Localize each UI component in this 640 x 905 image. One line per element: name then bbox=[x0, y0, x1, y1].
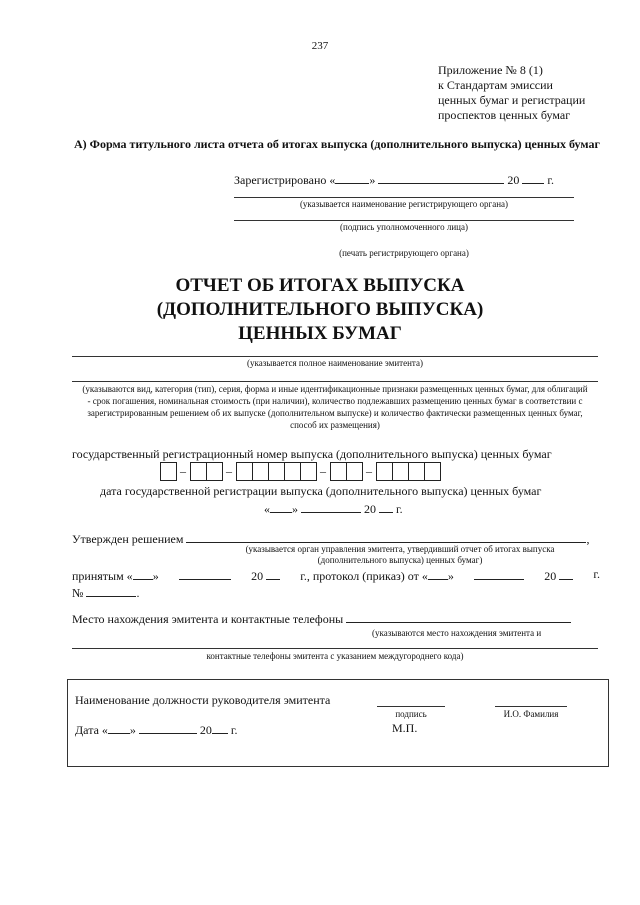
state-reg-year-field[interactable] bbox=[379, 500, 393, 513]
reg-box-12[interactable] bbox=[392, 462, 409, 481]
protocol-year-prefix: 20 bbox=[544, 569, 557, 583]
state-reg-date-close: » bbox=[292, 502, 298, 516]
reg-dash: – bbox=[180, 464, 186, 478]
protocol-number-line bbox=[72, 584, 139, 601]
issuer-name-hint: (указывается полное наименование эмитента) bbox=[247, 358, 423, 368]
adopted-date bbox=[72, 567, 159, 584]
registered-year-suffix: г. bbox=[547, 173, 554, 187]
state-reg-number-label: государственный регистрационный номер выпуска (дополнительного выпуска) ценных бумаг bbox=[72, 447, 552, 461]
protocol-number-field[interactable] bbox=[86, 584, 136, 597]
signature-caption: подпись bbox=[395, 709, 427, 719]
protocol-year-field[interactable] bbox=[559, 567, 573, 580]
appendix-line-2: к Стандартам эмиссии bbox=[438, 78, 553, 92]
issuer-name-line[interactable] bbox=[72, 356, 598, 357]
reg-box-4[interactable] bbox=[236, 462, 253, 481]
registered-line bbox=[234, 171, 554, 188]
reg-box-2[interactable] bbox=[190, 462, 207, 481]
reg-dash: – bbox=[226, 464, 232, 478]
title-line-3: ЦЕННЫХ БУМАГ bbox=[238, 323, 402, 344]
protocol-number-label: № bbox=[72, 586, 84, 600]
sign-year-prefix: 20 bbox=[199, 723, 212, 737]
sign-year-field[interactable] bbox=[212, 721, 228, 734]
adopted-day-field[interactable] bbox=[133, 567, 153, 580]
state-reg-month-field[interactable] bbox=[301, 500, 361, 513]
registered-label: Зарегистрировано « bbox=[234, 173, 336, 187]
reg-box-3[interactable] bbox=[206, 462, 223, 481]
name-caption: И.О. Фамилия bbox=[503, 709, 559, 719]
protocol-close: » bbox=[447, 569, 454, 583]
adopted-month-field[interactable] bbox=[179, 567, 231, 580]
approved-hint-2: (дополнительного выпуска) ценных бумаг) bbox=[317, 555, 483, 565]
location-hint-2: контактные телефоны эмитента с указанием междугороднего кода) bbox=[206, 651, 464, 661]
registered-year-field[interactable] bbox=[522, 171, 544, 184]
registered-year-prefix: 20 bbox=[507, 173, 520, 187]
signature-hint: (подпись уполномоченного лица) bbox=[340, 222, 468, 232]
phones-line[interactable] bbox=[72, 648, 598, 649]
sign-month-field[interactable] bbox=[139, 721, 197, 734]
location-hint-1: (указываются место нахождения эмитента и bbox=[372, 628, 542, 638]
state-reg-date-line bbox=[264, 500, 403, 517]
protocol-year bbox=[544, 567, 573, 584]
sign-year-suffix: г. bbox=[230, 723, 238, 737]
protocol-number-end: . bbox=[136, 586, 140, 600]
adopted-year-field[interactable] bbox=[266, 567, 280, 580]
protocol-year-suffix: г. bbox=[593, 567, 600, 581]
adopted-year bbox=[251, 567, 280, 584]
adopted-year-prefix: 20 bbox=[251, 569, 264, 583]
approved-comma: , bbox=[586, 532, 590, 546]
authority-hint: (указывается наименование регистрирующего органа) bbox=[299, 199, 509, 209]
reg-box-7[interactable] bbox=[284, 462, 301, 481]
head-title-label: Наименование должности руководителя эмитента bbox=[75, 693, 331, 707]
report-title bbox=[0, 274, 640, 346]
adopted-label: принятым « bbox=[72, 569, 133, 583]
approved-body-field[interactable] bbox=[186, 530, 586, 543]
state-reg-date-label: дата государственной регистрации выпуска (дополнительного выпуска) ценных бумаг bbox=[100, 484, 542, 498]
sign-date-close: » bbox=[129, 723, 136, 737]
appendix-reference bbox=[438, 63, 585, 123]
stamp-label: М.П. bbox=[392, 721, 418, 735]
protocol-date bbox=[300, 567, 454, 584]
reg-box-9[interactable] bbox=[330, 462, 347, 481]
page-number: 237 bbox=[311, 40, 329, 52]
sign-date-label: Дата « bbox=[75, 723, 108, 737]
registered-day-field[interactable] bbox=[335, 171, 369, 184]
location-field[interactable] bbox=[346, 610, 571, 623]
reg-dash: – bbox=[366, 464, 372, 478]
title-line-1: ОТЧЕТ ОБ ИТОГАХ ВЫПУСКА bbox=[175, 275, 465, 296]
signature-line[interactable] bbox=[234, 220, 574, 221]
state-reg-number-boxes[interactable] bbox=[160, 462, 440, 481]
reg-box-13[interactable] bbox=[408, 462, 425, 481]
reg-box-1[interactable] bbox=[160, 462, 177, 481]
registered-day-close: » bbox=[369, 173, 376, 187]
registered-month-field[interactable] bbox=[378, 171, 504, 184]
reg-box-6[interactable] bbox=[268, 462, 285, 481]
reg-dash: – bbox=[320, 464, 326, 478]
approved-hint-1: (указывается орган управления эмитента, утвердивший отчет об итогах выпуска bbox=[245, 544, 555, 554]
protocol-month-field[interactable] bbox=[474, 567, 524, 580]
appendix-line-3: ценных бумаг и регистрации bbox=[438, 93, 586, 107]
reg-box-10[interactable] bbox=[346, 462, 363, 481]
seal-hint: (печать регистрирующего органа) bbox=[339, 248, 469, 258]
appendix-line-4: проспектов ценных бумаг bbox=[438, 108, 571, 122]
protocol-day-field[interactable] bbox=[428, 567, 448, 580]
location-line bbox=[72, 610, 571, 627]
reg-box-5[interactable] bbox=[252, 462, 269, 481]
securities-line[interactable] bbox=[72, 381, 598, 382]
securities-hint: (указываются вид, категория (тип), серия, форма и иные идентификационные признаки размещенных ценных бумаг, для облигаций - срок погашения, номинальная стоимость (при наличии), количество подлежавших размещению ценных бумаг в соответствии с зарегистрированным решением об их выпуске (дополнительном выпуске) и количество фактически размещенных ценных бумаг, способ их размещения) bbox=[82, 384, 588, 430]
sign-date-line bbox=[75, 721, 238, 738]
location-label: Место нахождения эмитента и контактные телефоны bbox=[72, 612, 344, 626]
state-reg-date-open: « bbox=[264, 502, 270, 516]
head-name-line[interactable] bbox=[495, 706, 567, 707]
approved-label: Утвержден решением bbox=[72, 532, 184, 546]
authority-line[interactable] bbox=[234, 197, 574, 198]
adopted-line bbox=[72, 567, 600, 584]
head-signature-line[interactable] bbox=[377, 706, 445, 707]
protocol-label: г., протокол (приказ) от « bbox=[300, 569, 428, 583]
reg-box-14[interactable] bbox=[424, 462, 441, 481]
adopted-close: » bbox=[152, 569, 159, 583]
reg-box-8[interactable] bbox=[300, 462, 317, 481]
state-reg-day-field[interactable] bbox=[270, 500, 292, 513]
sign-day-field[interactable] bbox=[108, 721, 130, 734]
state-reg-year-prefix: 20 bbox=[364, 502, 376, 516]
title-line-2: (ДОПОЛНИТЕЛЬНОГО ВЫПУСКА) bbox=[156, 299, 484, 320]
state-reg-year-suffix: г. bbox=[396, 502, 403, 516]
reg-box-11[interactable] bbox=[376, 462, 393, 481]
form-caption: А) Форма титульного листа отчета об итогах выпуска (дополнительного выпуска) ценных бумаг bbox=[74, 137, 600, 151]
appendix-line-1: Приложение № 8 (1) bbox=[438, 63, 543, 77]
